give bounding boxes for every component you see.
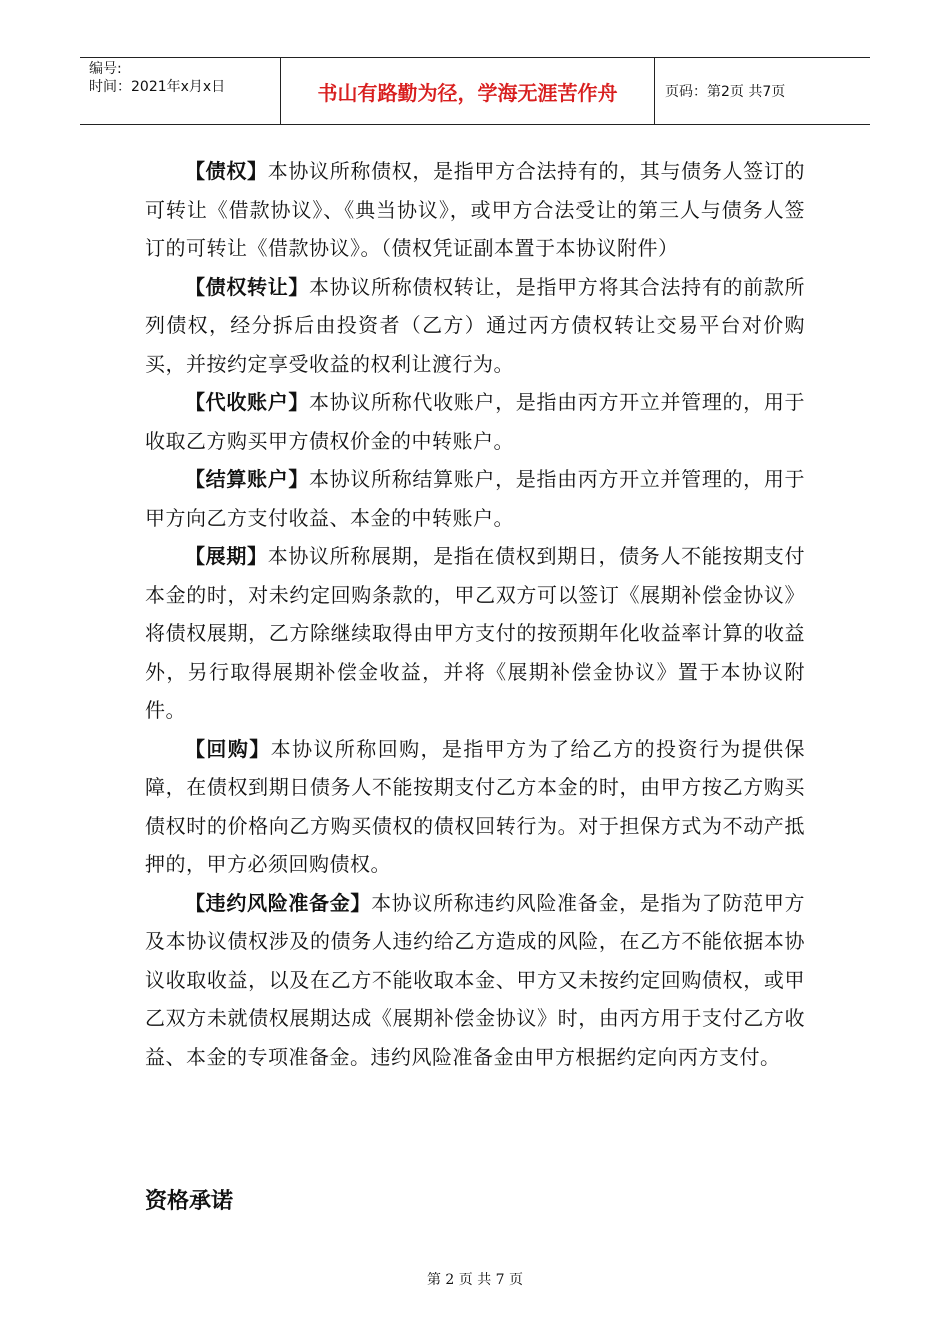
definition-paragraph	[145, 460, 805, 537]
definition-text: 本协议所称违约风险准备金，是指为了防范甲方及本协议债权涉及的债务人违约给乙方造成的风险，在乙方不能依据本协议收取收益，以及在乙方不能收取本金、甲方又未按约定回购债权，或甲乙双方未就债权展期达成《展期补偿金协议》时，由丙方用于支付乙方收益、本金的专项准备金。违约风险准备金由甲方根据约定向丙方支付。	[145, 890, 806, 1069]
definition-text: 本协议所称代收账户，是指由丙方开立并管理的，用于收取乙方购买甲方债权价金的中转账户。	[145, 390, 806, 453]
definition-paragraph	[145, 884, 805, 1077]
definition-text: 本协议所称展期，是指在债权到期日，债务人不能按期支付本金的时，对未约定回购条款的，甲乙双方可以签订《展期补偿金协议》将债权展期，乙方除继续取得由甲方支付的按预期年化收益率计算的收益外，另行取得展期补偿金收益，并将《展期补偿金协议》置于本协议附件。	[145, 544, 806, 722]
definitions-body	[145, 152, 805, 1076]
definition-term: 【结算账户】	[185, 467, 310, 491]
definition-text: 本协议所称回购，是指甲方为了给乙方的投资行为提供保障，在债权到期日债务人不能按期支付乙方本金的时，由甲方按乙方购买债权时的价格向乙方购买债权的债权回转行为。对于担保方式为不动产抵押的，甲方必须回购债权。	[145, 736, 806, 876]
page-header	[80, 57, 870, 125]
definition-paragraph	[145, 152, 805, 268]
definition-term: 【回购】	[185, 736, 271, 761]
definition-term: 【违约风险准备金】	[185, 890, 372, 915]
header-motto: 书山有路勤为径，学海无涯苦作舟	[281, 58, 655, 124]
header-meta	[80, 58, 281, 124]
document-number-label: 编号:	[89, 61, 122, 77]
document-date: 时间：2021年x月x日	[89, 79, 226, 95]
section-heading: 资格承诺	[145, 1189, 234, 1214]
definition-term: 【债权转让】	[185, 274, 310, 299]
page-footer: 第 2 页 共 7 页	[426, 1272, 524, 1288]
definition-text: 本协议所称债权转让，是指甲方将其合法持有的前款所列债权，经分拆后由投资者（乙方）通过丙方债权转让交易平台对价购买，并按约定享受收益的权利让渡行为。	[145, 274, 806, 376]
definition-paragraph	[145, 537, 805, 730]
definition-text: 本协议所称债权，是指甲方合法持有的，其与债务人签订的可转让《借款协议》、《典当协议》，或甲方合法受让的第三人与债务人签订的可转让《借款协议》。（债权凭证副本置于本协议附件）	[145, 159, 806, 260]
definition-term: 【债权】	[185, 159, 268, 183]
definition-paragraph	[145, 383, 805, 460]
definition-term: 【展期】	[185, 544, 268, 568]
definition-paragraph	[145, 730, 805, 884]
header-page-info: 页码：第2页 共7页	[665, 84, 786, 100]
definition-text: 本协议所称结算账户，是指由丙方开立并管理的，用于甲方向乙方支付收益、本金的中转账户。	[145, 467, 806, 530]
definition-paragraph	[145, 268, 805, 384]
definition-term: 【代收账户】	[185, 390, 310, 414]
